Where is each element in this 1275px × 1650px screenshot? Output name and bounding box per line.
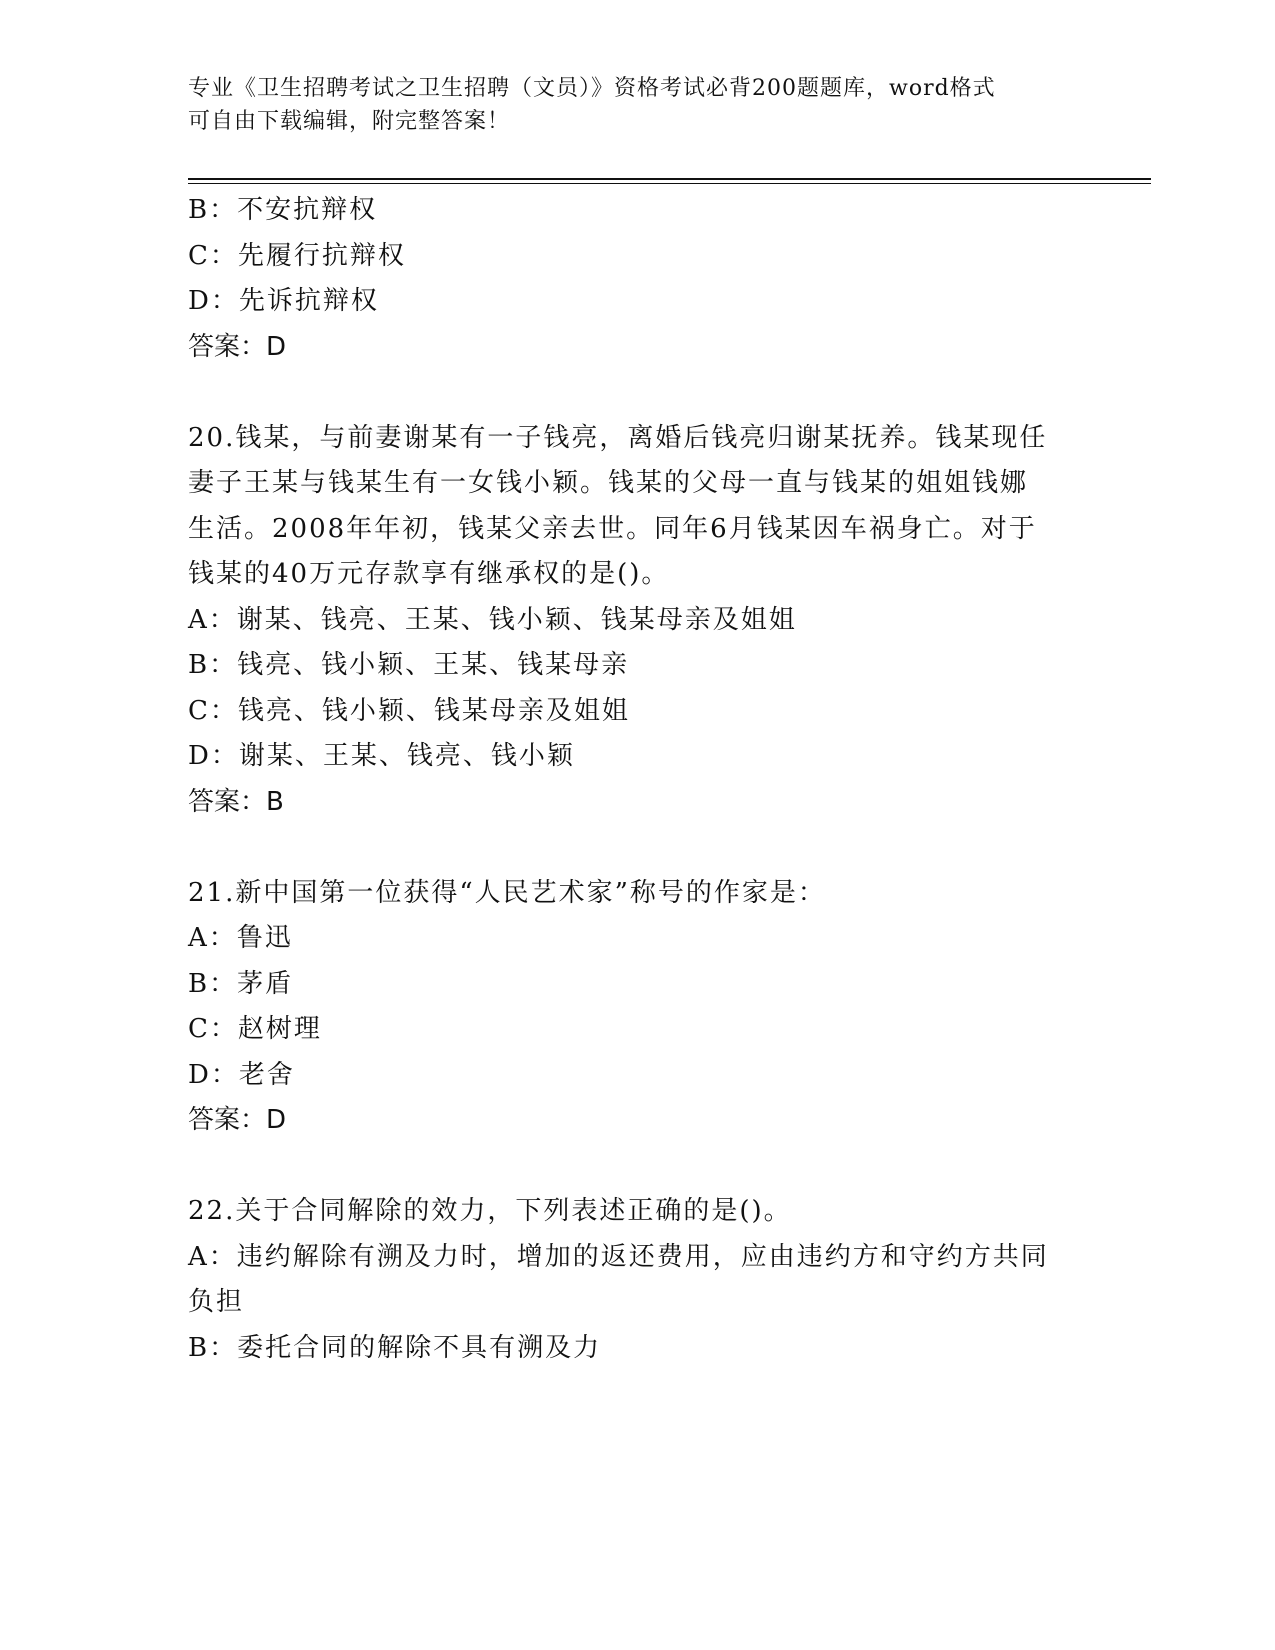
question-stem: 21.新中国第一位获得“人民艺术家”称号的作家是： bbox=[188, 877, 826, 908]
answer-line: 答案：D bbox=[188, 331, 287, 362]
option-d: D：老舍 bbox=[188, 1059, 295, 1090]
question-stem-line: 钱某的40万元存款享有继承权的是()。 bbox=[188, 559, 670, 589]
option-b: B：茅盾 bbox=[188, 968, 294, 999]
question-stem-line: 妻子王某与钱某生有一女钱小颖。钱某的父母一直与钱某的姐姐钱娜 bbox=[188, 468, 1029, 498]
question-22 bbox=[188, 1189, 1088, 1371]
option-d: D：谢某、王某、钱亮、钱小颖 bbox=[188, 741, 575, 771]
question-body bbox=[188, 188, 1088, 1371]
question-stem: 22.关于合同解除的效力，下列表述正确的是()。 bbox=[188, 1196, 792, 1226]
spacer bbox=[188, 370, 1088, 416]
document-header bbox=[188, 72, 1088, 138]
option-c: C：先履行抗辩权 bbox=[188, 240, 406, 271]
header-line-1: 专业《卫生招聘考试之卫生招聘（文员）》资格考试必背200题题库，word格式 bbox=[188, 76, 996, 101]
question-21 bbox=[188, 871, 1088, 1144]
question-stem-line: 生活。2008年年初，钱某父亲去世。同年6月钱某因车祸身亡。对于 bbox=[188, 513, 1037, 544]
option-a: A：谢某、钱亮、王某、钱小颖、钱某母亲及姐姐 bbox=[188, 604, 797, 635]
spacer bbox=[188, 1144, 1088, 1190]
spacer bbox=[188, 825, 1088, 871]
option-c: C：钱亮、钱小颖、钱某母亲及姐姐 bbox=[188, 695, 630, 726]
prev-question-block bbox=[188, 188, 1088, 370]
header-rule-thin bbox=[188, 183, 1151, 184]
option-c: C：赵树理 bbox=[188, 1014, 322, 1044]
option-a: A：鲁迅 bbox=[188, 923, 293, 953]
question-20 bbox=[188, 416, 1088, 826]
option-b: B：委托合同的解除不具有溯及力 bbox=[188, 1332, 602, 1363]
option-a-line: 负担 bbox=[188, 1287, 245, 1317]
option-a-line: A：违约解除有溯及力时，增加的返还费用，应由违约方和守约方共同 bbox=[188, 1241, 1049, 1272]
option-b: B：钱亮、钱小颖、王某、钱某母亲 bbox=[188, 650, 630, 680]
option-b: B：不安抗辩权 bbox=[188, 195, 378, 225]
question-stem-line: 20.钱某，与前妻谢某有一子钱亮，离婚后钱亮归谢某抚养。钱某现任 bbox=[188, 422, 1048, 453]
header-rule-thick bbox=[188, 178, 1151, 180]
answer-line: 答案：D bbox=[188, 1105, 287, 1135]
answer-line: 答案：B bbox=[188, 786, 284, 817]
option-d: D：先诉抗辩权 bbox=[188, 286, 379, 316]
header-line-2: 可自由下载编辑，附完整答案！ bbox=[188, 109, 511, 134]
